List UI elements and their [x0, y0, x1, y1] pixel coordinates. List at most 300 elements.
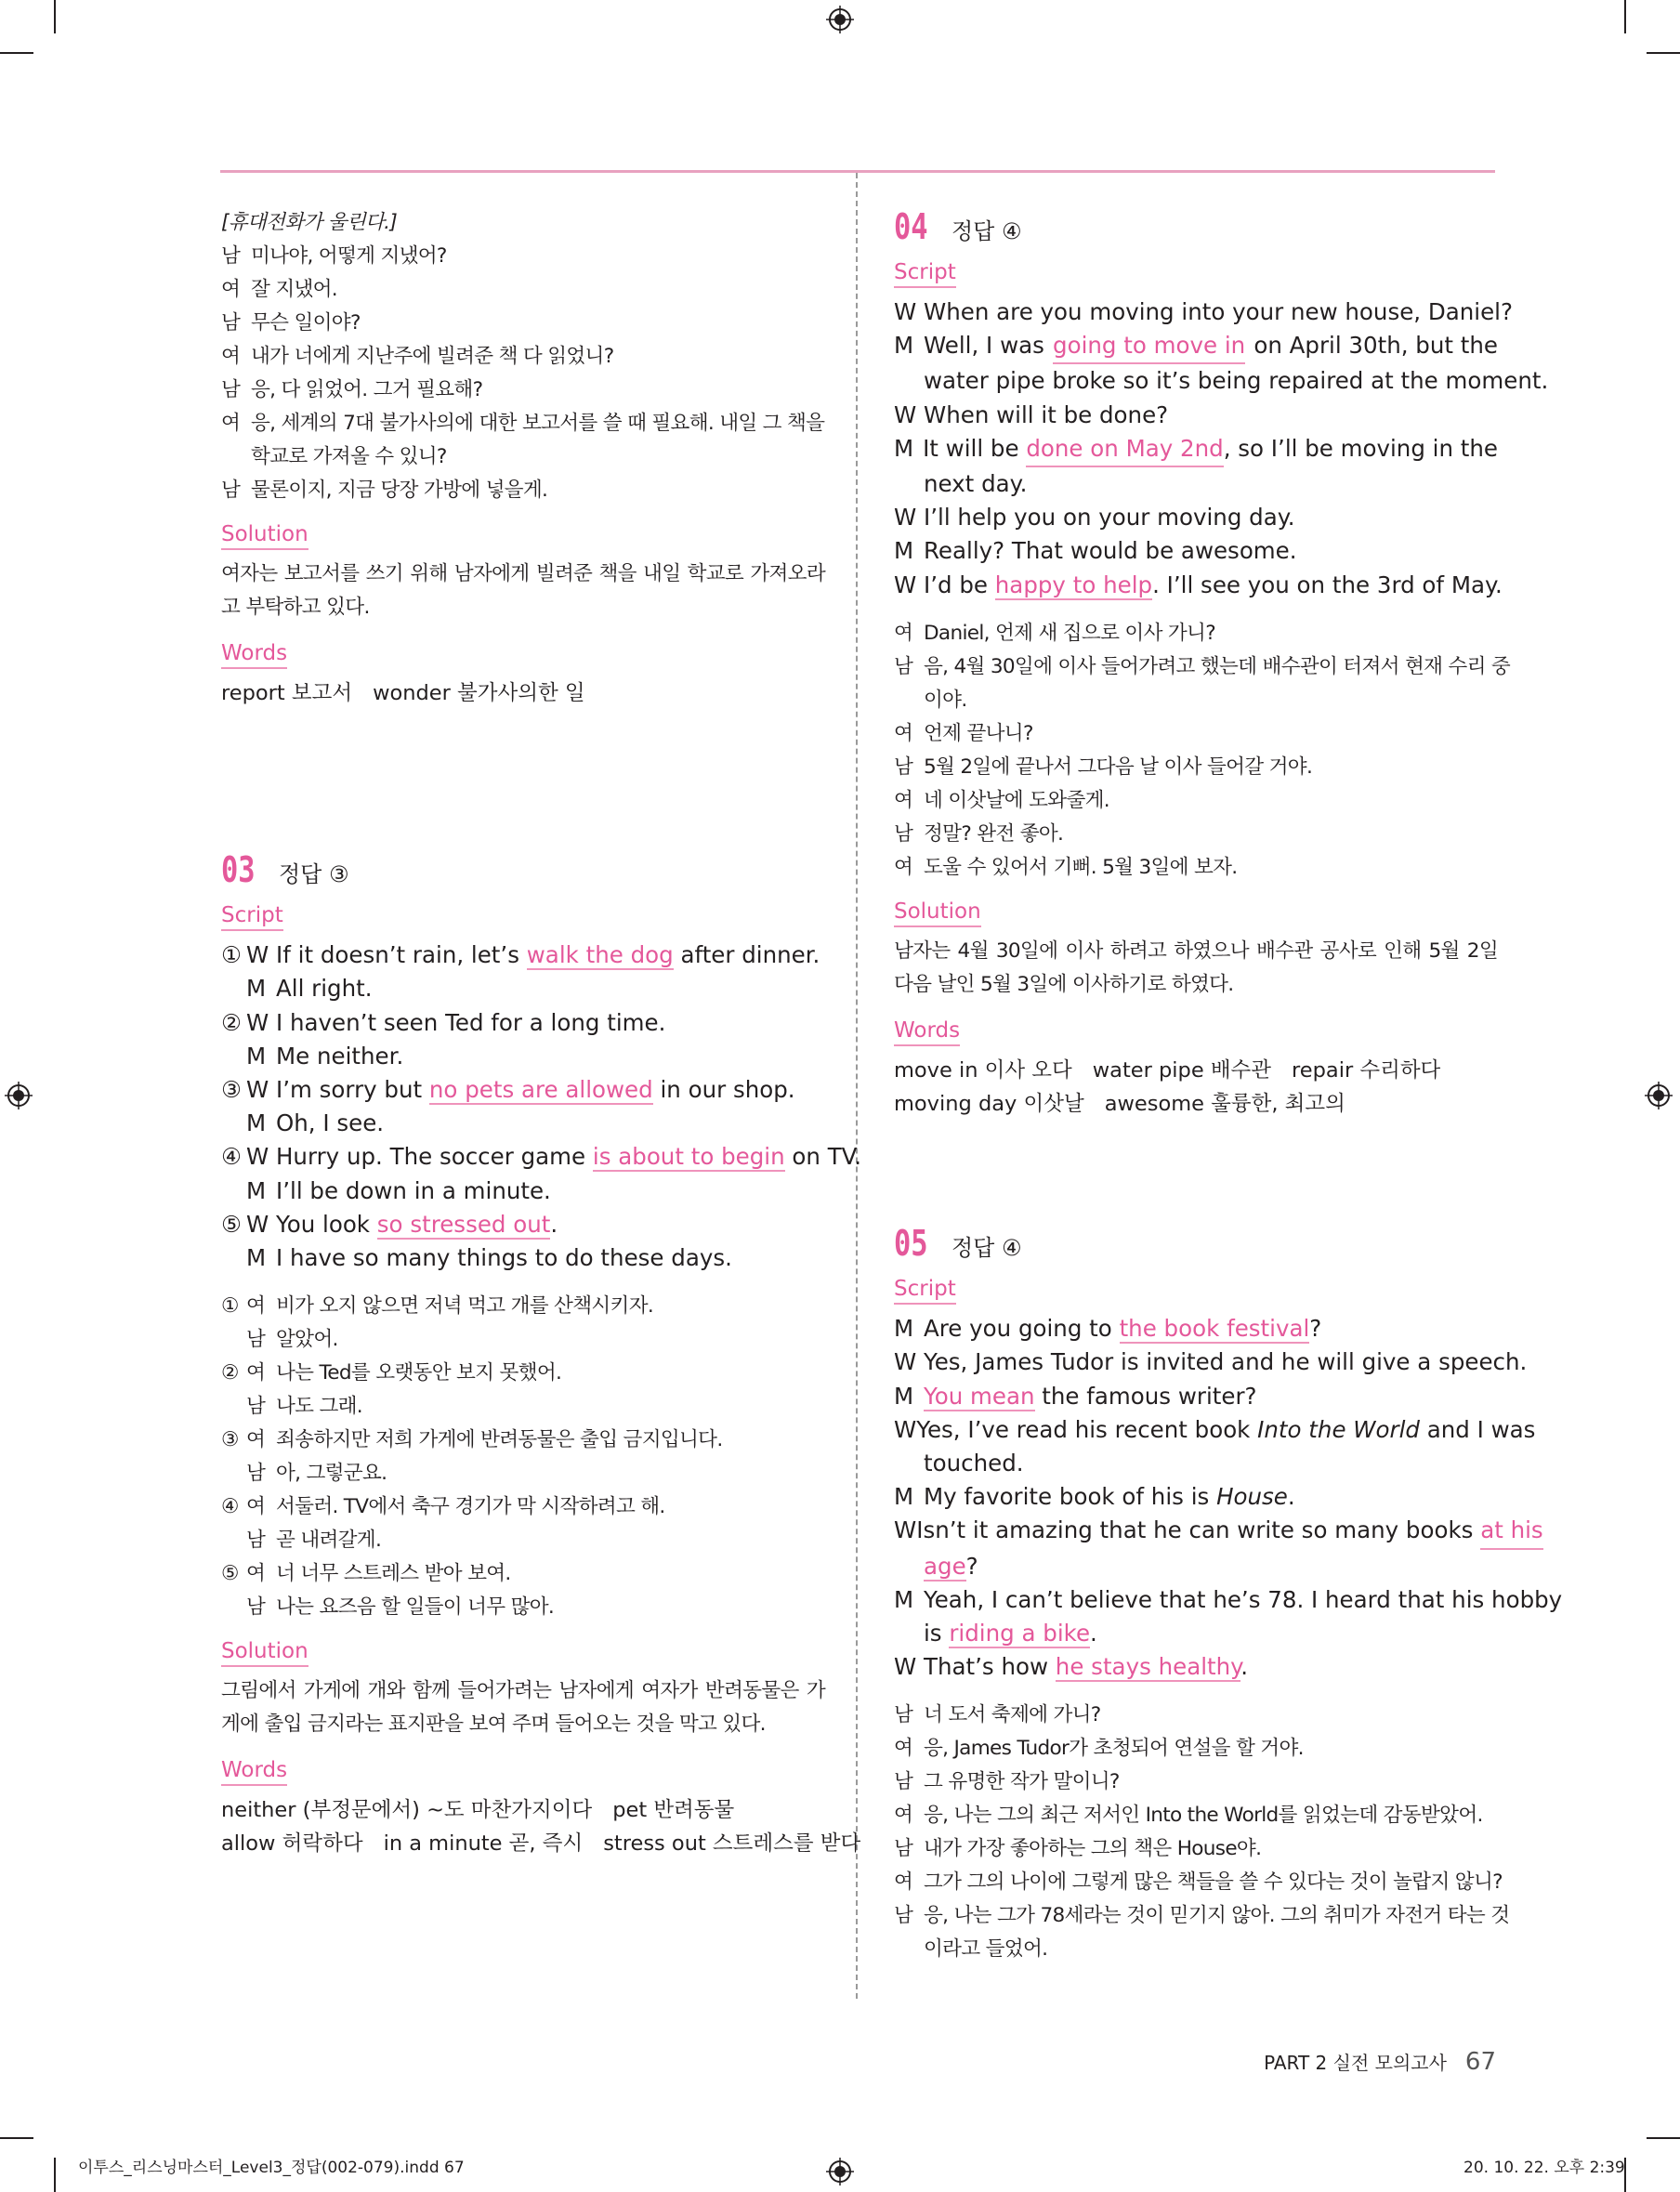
dialogue-line: [894, 1765, 1498, 1799]
text-segment: , so I’ll be moving in the: [1223, 434, 1498, 462]
text-segment: Yes, I’ve read his recent book: [916, 1415, 1258, 1443]
speaker-label: 남: [894, 755, 913, 779]
q02-translation: [221, 206, 825, 507]
script-line: [221, 1175, 825, 1208]
speaker-label: 여: [221, 412, 241, 435]
q04-header: [894, 206, 1498, 247]
text-segment: on TV.: [784, 1143, 862, 1171]
line-text: 죄송하지만 저희 가게에 반려동물은 출입 금지입니다.: [276, 1428, 723, 1452]
q03-header: [221, 849, 825, 890]
speaker-label: W: [894, 1348, 917, 1376]
dialogue-line: [221, 206, 825, 240]
answer-highlight: the book festival: [1119, 1315, 1310, 1343]
line-text: [924, 1483, 1295, 1510]
text-segment: Hurry up. The soccer game: [276, 1143, 593, 1171]
dialogue-line: [894, 851, 1498, 885]
speaker-label: M: [894, 1382, 914, 1410]
text-segment: When are you moving into your new house, Daniel?: [924, 298, 1513, 325]
registration-mark-icon: [826, 2158, 854, 2185]
text-segment: I’ll be down in a minute.: [276, 1176, 551, 1204]
dialogue-line: [894, 617, 1498, 650]
script-line: [894, 534, 1498, 568]
line-text: [924, 329, 1498, 364]
line-text: 비가 오지 않으면 저녁 먹고 개를 산책시키자.: [276, 1294, 654, 1319]
word-item: in a minute 곧, 즉시: [383, 1831, 584, 1857]
line-text: [휴대전화가 울린다.]: [221, 211, 398, 234]
speaker-label: 남: [894, 1770, 913, 1794]
line-text: 정말? 완전 좋아.: [924, 821, 1064, 846]
script-line: [894, 501, 1498, 534]
word-item: repair 수리하다: [1292, 1057, 1441, 1083]
dialogue-line: [894, 818, 1498, 851]
speaker-label: 남: [894, 654, 913, 678]
dialogue-line: [221, 1290, 825, 1323]
script-line: [894, 1447, 1498, 1480]
word-item: water pipe 배수관: [1092, 1057, 1272, 1083]
line-text: [924, 1620, 1097, 1648]
item-number: ①: [221, 1294, 239, 1319]
speaker-label: M: [894, 332, 914, 360]
line-text: 응, 나는 그가 78세라는 것이 믿기지 않아. 그의 취미가 자전거 타는 것: [924, 1904, 1510, 1928]
speaker-label: 남: [221, 311, 241, 335]
line-text: [276, 1244, 732, 1271]
q02-solution-label: Solution: [221, 520, 825, 548]
answer-highlight: happy to help: [994, 571, 1153, 598]
item-number: ①: [221, 941, 242, 969]
dialogue-line: [221, 1591, 825, 1624]
line-text: 나는 Ted를 오랫동안 보지 못했어.: [276, 1361, 562, 1385]
line-text: 서둘러. TV에서 축구 경기가 막 시작하려고 해.: [276, 1495, 665, 1519]
text-segment: I’ll help you on your moving day.: [924, 504, 1295, 532]
speaker-label: W: [894, 504, 917, 532]
speaker-label: W: [894, 1516, 917, 1544]
speaker-label: 여: [221, 345, 241, 368]
speaker-label: M: [894, 1585, 914, 1613]
speaker-label: W: [246, 1210, 269, 1238]
line-text: [924, 571, 1503, 600]
item-number: ④: [221, 1495, 239, 1519]
speaker-label: 남: [246, 1395, 266, 1419]
speaker-label: 남: [894, 1703, 913, 1727]
speaker-label: M: [894, 1315, 914, 1343]
registration-mark-icon: [5, 1082, 33, 1109]
trim-mark: [54, 2158, 56, 2192]
registration-mark-icon: [1645, 1082, 1673, 1109]
script-line: [894, 1550, 1498, 1583]
answer-highlight: so stressed out: [376, 1210, 551, 1238]
trim-mark: [1647, 2137, 1680, 2139]
words-row: [894, 1054, 1498, 1087]
script-line: [221, 1040, 825, 1073]
line-text: [276, 1009, 665, 1036]
speaker-label: 여: [894, 1737, 913, 1761]
line-text: 언제 끝나니?: [924, 721, 1033, 745]
line-text: 응, James Tudor가 초청되어 연설을 할 거야.: [924, 1737, 1304, 1761]
line-text: [916, 1514, 1542, 1549]
text-segment: Oh, I see.: [276, 1109, 385, 1137]
line-text: 그 유명한 작가 말이니?: [924, 1770, 1120, 1794]
line-text: 내가 너에게 지난주에 빌려준 책 다 읽었니?: [251, 345, 614, 368]
q04-translation: [894, 617, 1511, 885]
words-row: [221, 1827, 861, 1860]
line-text: 응, 세계의 7대 불가사의에 대한 보고서를 쓸 때 필요해. 내일 그 책을: [251, 412, 825, 435]
dialogue-line: [894, 1899, 1510, 1933]
word-item: report 보고서: [221, 681, 353, 705]
dialogue-line: [894, 1799, 1498, 1832]
line-text: 너 너무 스트레스 받아 보여.: [276, 1562, 511, 1586]
word-item: neither (부정문에서) ~도 마찬가지이다: [221, 1798, 593, 1823]
q04-solution-text: 남자는 4월 30일에 이사 하려고 하였으나 배수관 공사로 인해 5월 2일 다음 날인 5월 3일에 이사하기로 하였다.: [894, 938, 1498, 996]
speaker-label: 남: [894, 1904, 913, 1928]
line-text: 아, 그렇군요.: [276, 1462, 387, 1486]
q03-words-label: Words: [221, 1756, 825, 1784]
trim-mark: [54, 0, 56, 33]
answer-highlight: is about to begin: [592, 1143, 785, 1171]
script-line: [894, 569, 1503, 602]
speaker-label: 여: [894, 855, 913, 879]
words-row: [221, 1793, 825, 1827]
item-number: ③: [221, 1076, 242, 1104]
q05-script-label: Script: [894, 1275, 1498, 1303]
dialogue-line: [894, 684, 1498, 717]
speaker-label: M: [894, 434, 914, 462]
dialogue-line: [894, 1933, 1498, 1966]
speaker-label: 여: [246, 1495, 266, 1519]
item-number: ④: [221, 1143, 242, 1171]
speaker-label: M: [246, 1244, 267, 1272]
dialogue-line: [221, 1490, 825, 1524]
q03-solution-label: Solution: [221, 1637, 825, 1665]
dialogue-line: [894, 1866, 1503, 1899]
line-text: [924, 1653, 1248, 1682]
line-text: [924, 401, 1168, 428]
text-segment: You look: [276, 1210, 377, 1238]
text-segment: Isn’t it amazing that he can write so many books: [916, 1516, 1481, 1544]
q03-translation: [221, 1290, 825, 1624]
registration-mark-icon: [826, 6, 854, 33]
line-text: [924, 504, 1295, 531]
text-segment: That’s how: [924, 1653, 1056, 1681]
line-text: 도울 수 있어서 기뻐. 5월 3일에 보자.: [924, 855, 1238, 879]
answer-text: 정답 ④: [952, 1235, 1022, 1262]
q02-words-label: Words: [221, 639, 825, 667]
text-segment: ?: [965, 1552, 978, 1580]
answer-highlight: done on May 2nd: [1026, 432, 1223, 467]
speaker-label: M: [246, 1042, 267, 1070]
line-text: [924, 1553, 978, 1582]
line-text: 네 이삿날에 도와줄게.: [924, 788, 1109, 812]
text-segment: after dinner.: [673, 941, 820, 969]
line-text: [276, 1109, 384, 1136]
text-segment: in our shop.: [652, 1076, 795, 1104]
text-segment: I haven’t seen Ted for a long time.: [276, 1008, 666, 1036]
speaker-label: W: [894, 571, 917, 598]
line-text: [924, 1586, 1562, 1613]
speaker-label: M: [246, 1109, 267, 1137]
dialogue-line: [221, 1457, 825, 1490]
q03-script-label: Script: [221, 901, 825, 929]
dialogue-line: [894, 1832, 1498, 1866]
dialogue-line: [894, 717, 1498, 751]
q05-translation: [894, 1699, 1510, 1966]
text-segment: I’m sorry but: [276, 1076, 429, 1104]
word-item: stress out 스트레스를 받다: [603, 1831, 861, 1857]
q05-script: [894, 1312, 1563, 1684]
q03-script: [221, 938, 862, 1275]
text-segment: Well, I was: [924, 332, 1052, 360]
text-segment: I’d be: [924, 571, 995, 598]
text-segment: . I’ll see you on the 3rd of May.: [1152, 571, 1503, 598]
script-line: [894, 329, 1498, 364]
text-segment: is: [924, 1620, 950, 1647]
line-text: 나도 그래.: [276, 1395, 362, 1419]
script-line: [894, 295, 1513, 329]
line-text: 알았어.: [276, 1328, 338, 1352]
line-text: [276, 941, 820, 970]
line-text: 너 도서 축제에 가니?: [924, 1703, 1101, 1727]
text-segment: Are you going to: [924, 1315, 1120, 1343]
text-segment: Yes, James Tudor is invited and he will give a speech.: [924, 1348, 1528, 1376]
line-text: 응, 다 읽었어. 그거 필요해?: [251, 378, 483, 401]
speaker-label: 여: [221, 278, 241, 301]
dialogue-line: [894, 1732, 1498, 1765]
line-text: 물론이지, 지금 당장 가방에 넣을게.: [251, 479, 548, 502]
script-line: [221, 1073, 825, 1107]
line-text: 학교로 가져올 수 있니?: [251, 445, 447, 468]
dialogue-line: [221, 340, 825, 374]
speaker-label: 여: [246, 1562, 266, 1586]
dialogue-line: [221, 1424, 825, 1457]
left-column: [221, 206, 862, 1861]
page-number: 67: [1464, 2048, 1496, 2076]
text-segment: All right.: [276, 975, 373, 1003]
speaker-label: 남: [246, 1595, 266, 1620]
trim-mark: [1647, 52, 1680, 54]
section-title: PART 2 실전 모의고사: [1264, 2052, 1447, 2074]
print-slug-file: 이투스_리스닝마스터_Level3_정답(002-079).indd 67: [78, 2159, 465, 2177]
speaker-label: 여: [894, 788, 913, 812]
dialogue-line: [221, 1524, 825, 1557]
line-text: [276, 1143, 861, 1172]
line-text: 이라고 들었어.: [924, 1937, 1048, 1962]
answer-highlight: walk the dog: [526, 941, 674, 969]
line-text: 곧 내려갈게.: [276, 1529, 382, 1553]
script-line: [894, 399, 1498, 432]
script-line: [894, 1312, 1498, 1345]
script-line: [221, 1006, 825, 1040]
word-item: moving day 이삿날: [894, 1092, 1084, 1117]
text-segment: My favorite book of his is: [924, 1483, 1217, 1511]
line-text: 내가 가장 좋아하는 그의 책은 House야.: [924, 1837, 1262, 1861]
line-text: 응, 나는 그의 최근 저서인 Into the World를 읽었는데 감동받았어.: [924, 1804, 1483, 1828]
line-text: 음, 4월 30일에 이사 들어가려고 했는데 배수관이 터져서 현재 수리 중: [924, 654, 1511, 678]
q03-words: [221, 1793, 861, 1860]
answer-highlight: going to move in: [1053, 329, 1245, 364]
speaker-label: 여: [894, 721, 913, 745]
text-segment: Into the World: [1257, 1415, 1420, 1443]
text-segment: Me neither.: [276, 1042, 404, 1070]
speaker-label: 여: [894, 621, 913, 645]
item-number: ③: [221, 1428, 239, 1452]
speaker-label: 남: [894, 821, 913, 846]
dialogue-line: [221, 307, 825, 340]
answer-text: 정답 ④: [952, 218, 1022, 244]
speaker-label: 남: [221, 479, 241, 502]
line-text: [276, 1211, 558, 1240]
text-segment: on April 30th, but the: [1246, 332, 1498, 360]
line-text: 그가 그의 나이에 그렇게 많은 책들을 쓸 수 있다는 것이 놀랍지 않니?: [924, 1870, 1503, 1895]
speaker-label: 여: [894, 1804, 913, 1828]
answer-highlight: You mean: [924, 1382, 1035, 1410]
line-text: [276, 975, 373, 1002]
words-row: [894, 1087, 1498, 1121]
answer-highlight: he stays healthy: [1055, 1653, 1241, 1681]
script-line: [894, 1583, 1563, 1617]
speaker-label: M: [894, 1483, 914, 1511]
text-segment: the famous writer?: [1034, 1382, 1257, 1410]
question-number: 04: [894, 206, 928, 247]
speaker-label: W: [894, 400, 917, 428]
line-text: [276, 1076, 795, 1105]
word-item: move in 이사 오다: [894, 1057, 1072, 1083]
q04-words: [894, 1054, 1498, 1121]
text-segment: next day.: [924, 470, 1028, 498]
text-segment: I have so many things to do these days.: [276, 1244, 732, 1272]
speaker-label: M: [246, 1176, 267, 1204]
script-line: [221, 938, 825, 972]
dialogue-line: [221, 407, 825, 440]
word-item: wonder 불가사의한 일: [373, 681, 585, 705]
speaker-label: 여: [246, 1361, 266, 1385]
speaker-label: 여: [246, 1428, 266, 1452]
speaker-label: W: [894, 298, 917, 325]
text-segment: and I was: [1419, 1415, 1536, 1443]
line-text: [924, 1450, 1024, 1477]
script-line: [894, 1514, 1543, 1549]
speaker-label: W: [246, 1076, 269, 1104]
trim-mark: [1624, 0, 1626, 33]
dialogue-line: [894, 751, 1498, 784]
dialogue-line: [894, 784, 1498, 818]
column-divider: [856, 173, 858, 1999]
speaker-label: 남: [221, 378, 241, 401]
script-line: [894, 467, 1498, 501]
line-text: Daniel, 언제 새 집으로 이사 가니?: [924, 621, 1215, 645]
dialogue-line: [221, 1557, 825, 1591]
text-segment: water pipe broke so it’s being repaired at the moment.: [924, 367, 1549, 395]
line-text: [276, 1177, 551, 1204]
line-text: 무슨 일이야?: [251, 311, 361, 335]
q04-script: [894, 295, 1549, 602]
text-segment: When will it be done?: [924, 400, 1169, 428]
dialogue-line: [221, 1357, 825, 1390]
text-segment: Really? That would be awesome.: [924, 537, 1297, 565]
print-slug-date: 20. 10. 22. 오후 2:39: [1463, 2159, 1625, 2177]
q02-solution-text: 여자는 보고서를 쓰기 위해 남자에게 빌려준 책을 내일 학교로 가져오라고 부탁하고 있다.: [221, 562, 825, 619]
line-text: [923, 432, 1498, 467]
script-line: [221, 1140, 862, 1174]
text-segment: .: [1240, 1653, 1248, 1681]
script-line: [221, 1107, 825, 1140]
line-text: 잘 지냈어.: [251, 278, 337, 301]
speaker-label: W: [246, 1143, 269, 1171]
dialogue-line: [221, 1390, 825, 1424]
speaker-label: 남: [221, 244, 241, 268]
speaker-label: W: [894, 1415, 917, 1443]
dialogue-line: [221, 273, 825, 307]
q02-words: [221, 676, 825, 710]
item-number: ⑤: [221, 1210, 242, 1238]
script-line: [894, 1413, 1536, 1447]
speaker-label: 남: [894, 1837, 913, 1861]
q04-solution-label: Solution: [894, 898, 1498, 925]
speaker-label: M: [246, 975, 267, 1003]
line-text: [276, 1043, 403, 1070]
speaker-label: 여: [246, 1294, 266, 1319]
item-number: ⑤: [221, 1562, 239, 1586]
answer-highlight: riding a bike: [949, 1620, 1091, 1647]
dialogue-line: [221, 474, 825, 507]
word-item: allow 허락하다: [221, 1831, 363, 1857]
speaker-label: M: [894, 537, 914, 565]
page-footer: [1264, 2048, 1496, 2076]
line-text: [924, 470, 1027, 497]
dialogue-line: [894, 650, 1511, 684]
right-column: [894, 206, 1563, 1966]
q05-header: [894, 1223, 1498, 1264]
line-text: 미나야, 어떻게 지냈어?: [251, 244, 447, 268]
line-text: 5월 2일에 끝나서 그다음 날 이사 들어갈 거야.: [924, 755, 1313, 779]
q04-words-label: Words: [894, 1017, 1498, 1044]
speaker-label: 여: [894, 1870, 913, 1895]
line-text: [924, 1348, 1527, 1375]
line-text: [924, 537, 1297, 564]
script-line: [894, 364, 1549, 398]
script-line: [221, 972, 825, 1005]
line-text: [924, 1383, 1257, 1411]
dialogue-line: [221, 240, 825, 273]
script-line: [894, 432, 1498, 467]
script-line: [894, 1617, 1498, 1650]
answer-text: 정답 ③: [279, 861, 349, 888]
script-line: [894, 1650, 1498, 1684]
text-segment: touched.: [924, 1450, 1024, 1477]
speaker-label: 남: [246, 1462, 266, 1486]
text-segment: .: [1287, 1483, 1295, 1511]
speaker-label: 남: [246, 1529, 266, 1553]
q04-script-label: Script: [894, 258, 1498, 286]
word-item: pet 반려동물: [612, 1798, 735, 1823]
answer-highlight: at his: [1480, 1514, 1543, 1549]
script-line: [221, 1208, 825, 1241]
speaker-label: W: [894, 1653, 917, 1681]
text-segment: If it doesn’t rain, let’s: [276, 941, 527, 969]
speaker-label: W: [246, 1008, 269, 1036]
dialogue-line: [221, 374, 825, 407]
text-segment: ?: [1309, 1315, 1322, 1343]
question-number: 03: [221, 849, 256, 891]
text-segment: It will be: [923, 434, 1027, 462]
header-rule: [220, 170, 1495, 173]
line-text: [924, 1315, 1321, 1344]
trim-mark: [0, 52, 33, 54]
script-line: [221, 1241, 825, 1275]
line-text: 이야.: [924, 688, 967, 712]
line-text: [924, 367, 1548, 394]
script-line: [894, 1480, 1498, 1514]
line-text: 나는 요즈음 할 일들이 너무 많아.: [276, 1595, 555, 1620]
script-line: [894, 1380, 1498, 1413]
